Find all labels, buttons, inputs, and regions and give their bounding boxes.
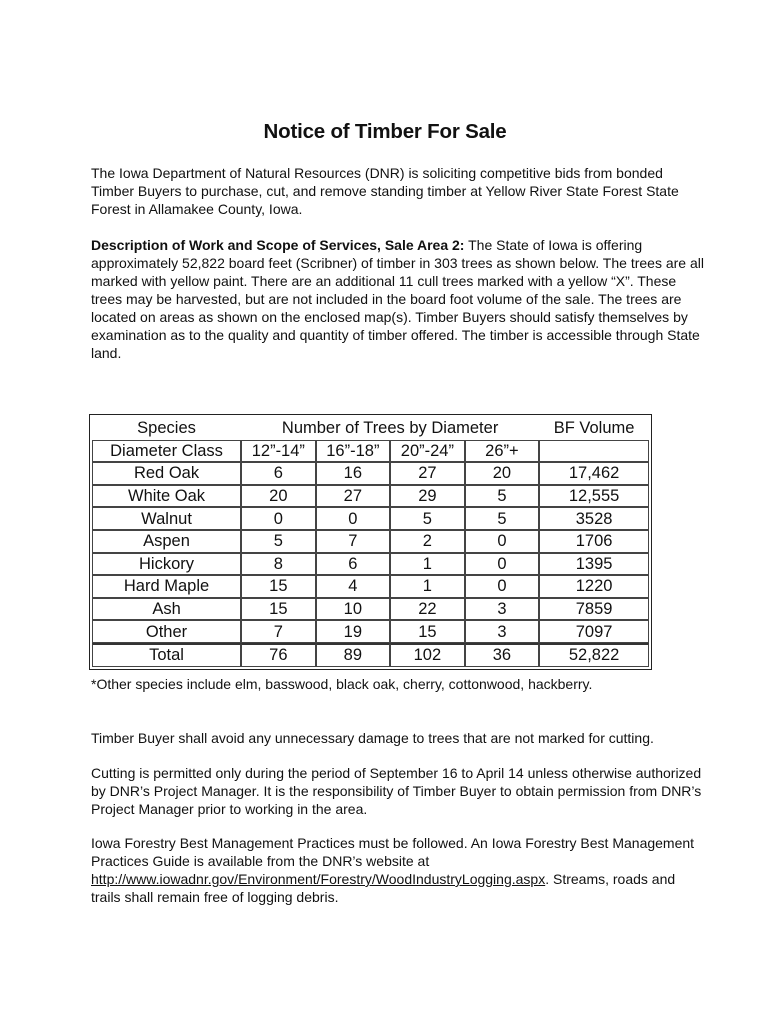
dnr-website-link[interactable]: http://www.iowadnr.gov/Environment/Forestry/WoodIndustryLogging.aspx (91, 871, 546, 887)
total-bf-cell: 52,822 (539, 643, 649, 667)
species-cell: Hickory (92, 553, 241, 576)
count-cell: 15 (241, 598, 316, 621)
intro-paragraph: The Iowa Department of Natural Resources (DNR) is soliciting competitive bids from bonded Timber Buyers to purchase, cut, and remove standing timber at Yellow River State Forest State Forest in Allamakee County, Iowa. (91, 165, 679, 217)
count-cell: 10 (316, 598, 391, 621)
bf-volume-cell: 1395 (539, 553, 649, 576)
table-row (92, 620, 649, 643)
diameter-class-cell: 12”-14” (241, 440, 316, 463)
count-cell: 8 (241, 553, 316, 576)
description-heading: Description of Work and Scope of Services, Sale Area 2: (91, 237, 465, 253)
cutting-period-paragraph: Cutting is permitted only during the period of September 16 to April 14 unless otherwise authorized by DNR’s Project Manager. It is the responsibility of Timber Buyer to obtain permission from DNR’s Project Manager prior to working in the area. (91, 765, 702, 817)
count-cell: 27 (316, 485, 391, 508)
bf-volume-cell: 1220 (539, 575, 649, 598)
table-row (92, 575, 649, 598)
table-header-row (92, 417, 649, 440)
count-cell: 4 (316, 575, 391, 598)
species-cell: Walnut (92, 507, 241, 530)
bmp-text-before: Iowa Forestry Best Management Practices must be followed. An Iowa Forestry Best Management Practices Guide is available from the DNR’s website at (91, 835, 695, 869)
bmp-text-after: . Streams, roads and trails shall remain free of logging debris. (91, 871, 676, 905)
count-cell: 5 (241, 530, 316, 553)
table-row (92, 530, 649, 553)
species-cell: Aspen (92, 530, 241, 553)
bf-volume-cell: 17,462 (539, 462, 649, 485)
page-title: Notice of Timber For Sale (263, 120, 507, 143)
table-row (92, 598, 649, 621)
count-cell: 22 (390, 598, 465, 621)
count-cell: 20 (465, 462, 540, 485)
diameter-class-label: Diameter Class (92, 440, 241, 463)
species-cell: Other (92, 620, 241, 643)
bf-volume-cell: 3528 (539, 507, 649, 530)
count-cell: 20 (241, 485, 316, 508)
count-cell: 27 (390, 462, 465, 485)
species-cell: Ash (92, 598, 241, 621)
diameter-class-cell: 16”-18” (316, 440, 391, 463)
table-row (92, 462, 649, 485)
count-cell: 3 (465, 598, 540, 621)
diameter-class-cell: 26”+ (465, 440, 540, 463)
count-cell: 7 (241, 620, 316, 643)
count-cell: 5 (390, 507, 465, 530)
count-cell: 6 (241, 462, 316, 485)
bf-volume-cell: 7097 (539, 620, 649, 643)
count-cell: 0 (465, 575, 540, 598)
total-label: Total (92, 643, 241, 667)
bf-volume-cell: 7859 (539, 598, 649, 621)
count-cell: 0 (316, 507, 391, 530)
bmp-paragraph (91, 834, 706, 906)
count-cell: 15 (241, 575, 316, 598)
species-cell: Hard Maple (92, 575, 241, 598)
timber-table (89, 414, 652, 670)
species-cell: Red Oak (92, 462, 241, 485)
total-cell: 102 (390, 643, 465, 667)
diameter-class-bf-blank (539, 440, 649, 463)
count-cell: 3 (465, 620, 540, 643)
species-cell: White Oak (92, 485, 241, 508)
table-row (92, 553, 649, 576)
total-cell: 89 (316, 643, 391, 667)
count-cell: 2 (390, 530, 465, 553)
header-species: Species (137, 419, 196, 438)
damage-note: Timber Buyer shall avoid any unnecessary damage to trees that are not marked for cutting. (91, 730, 654, 746)
table-row (92, 485, 649, 508)
bf-volume-cell: 1706 (539, 530, 649, 553)
diameter-class-cell: 20”-24” (390, 440, 465, 463)
count-cell: 6 (316, 553, 391, 576)
count-cell: 15 (390, 620, 465, 643)
description-text: The State of Iowa is offering approximately 52,822 board feet (Scribner) of timber in 303 trees as shown below. The trees are all marked with yellow paint. There are an additional 11 cull trees marked with a yellow “X”. These trees may be harvested, but are not included in the board foot volume of the sale. The trees are located on areas as shown on the enclosed map(s). Timber Buyers should satisfy themselves by examination as to the quality and quantity of timber offered. The timber is accessible through State land. (91, 237, 704, 361)
count-cell: 5 (465, 507, 540, 530)
count-cell: 5 (465, 485, 540, 508)
timber-table-container (89, 414, 652, 670)
header-bf-volume: BF Volume (553, 419, 635, 438)
diameter-class-row (92, 440, 649, 463)
bf-volume-cell: 12,555 (539, 485, 649, 508)
description-paragraph (91, 236, 706, 362)
other-species-note: *Other species include elm, basswood, black oak, cherry, cottonwood, hackberry. (91, 676, 593, 692)
count-cell: 29 (390, 485, 465, 508)
count-cell: 0 (241, 507, 316, 530)
count-cell: 16 (316, 462, 391, 485)
table-total-row (92, 643, 649, 667)
count-cell: 1 (390, 553, 465, 576)
count-cell: 0 (465, 530, 540, 553)
count-cell: 19 (316, 620, 391, 643)
total-cell: 36 (465, 643, 540, 667)
count-cell: 1 (390, 575, 465, 598)
count-cell: 0 (465, 553, 540, 576)
header-number-of-trees: Number of Trees by Diameter (281, 419, 499, 438)
count-cell: 7 (316, 530, 391, 553)
table-row (92, 507, 649, 530)
total-cell: 76 (241, 643, 316, 667)
